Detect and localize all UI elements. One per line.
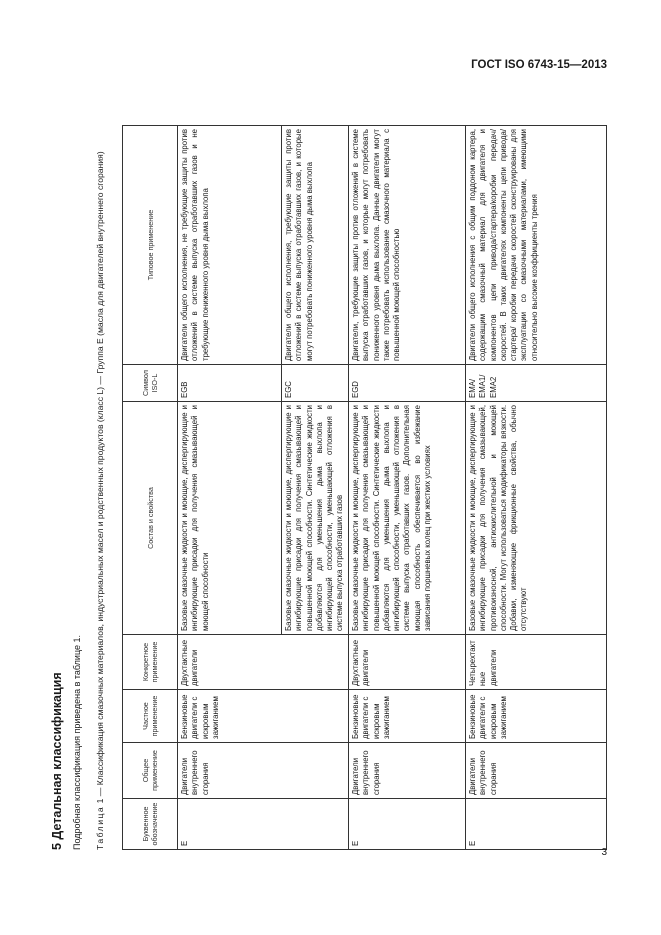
rotated-content [50,125,555,850]
cell-typical: Двигатели общего исполнения с общим поддоном картера, содержащим смазочный материал для двигателя и компонентов цепи привода/стартера/коробки передач/ скоростей. В таких двигателях компоненты цепи привода/стартера/ коробки передачи скоростей сконструированы для эксплуатации со смазочными материалами, имеющими относительно высокие коэффициенты трения [466,126,607,365]
cell-letter: E [466,799,607,850]
cell-particular: Бензиновые двигатели с искровым зажиганием [178,690,349,743]
cell-general: Двигатели внутреннего сгорания [466,743,607,799]
cell-symbol: EGC [282,365,349,402]
header-particular: Частное применение [123,690,178,743]
cell-particular: Бензиновые двигатели с искровым зажиганием [466,690,607,743]
header-typical: Типовое применение [123,126,178,365]
cell-composition: Базовые смазочные жидкости и моющие, диспергирующие и ингибирующие присадки для получения смазывающей, противоизносной, антиокислительной и моющей способности. Могут использоваться модификаторы вязкости. Добавки, изменяющие фрикционные свойства, обычно отсутствуют [466,402,607,635]
cell-composition: Базовые смазочные жидкости и моющие, диспергирующие и ингибирующие присадки для получения смазывающей и моющей способности [178,402,282,635]
cell-specific: Четырехтактные двигатели [466,635,607,690]
cell-composition: Базовые смазочные жидкости и моющие, диспергирующие и ингибирующие присадки для получения смазывающей и повышенной моющей способности. Синтетические жидкости добавляются для уменьшения дыма выхлопа и ингибирующей способности, уменьшающей отложения в системе выпуска отработавших газов. Дополнительная моющая способность обеспечивается во избежание зависания поршневых колец при жестких условиях [349,402,466,635]
header-general: Общее применение [123,743,178,799]
table-row [466,126,607,850]
cell-particular: Бензиновые двигатели с искровым зажиганием [349,690,466,743]
cell-typical: Двигатели общего исполнения, не требующие защиты против отложений в системе выпуска отработавших газов и не требующие пониженного уровня дыма выхлопа [178,126,282,365]
cell-specific: Двухтактные двигатели [178,635,349,690]
header-composition: Состав и свойства [123,402,178,635]
cell-typical: Двигатели, требующие защиты против отложений в системе выпуска отработавших газов, и которые могут потребовать пониженного уровня дыма выхлопа. Данные двигатели могут также потребовать использование смазочного материала с повышенной моющей способностью [349,126,466,365]
header-letter: Буквенное обозначение [123,799,178,850]
section-heading: 5 Детальная классификация [50,672,64,850]
classification-table [122,125,607,850]
cell-specific: Двухтактные двигатели [349,635,466,690]
cell-typical: Двигатели общего исполнения, требующие защиты против отложений в системе выпуска отработавших газов, и которые могут потребовать пониженного уровня дыма выхлопа [282,126,349,365]
cell-general: Двигатели внутреннего сгорания [349,743,466,799]
table-caption-label: Таблица [95,805,105,850]
cell-composition: Базовые смазочные жидкости и моющие, диспергирующие и ингибирующие присадки для получения смазывающей и повышенной моющей способности. Синтетические жидкости добавляются для уменьшения дыма выхлопа и ингибирующей способности, уменьшающей отложения в системе выпуска отработавших газов [282,402,349,635]
document-code: ГОСТ ISO 6743-15—2013 [471,59,607,71]
section-intro: Подробная классификация приведена в таблице 1. [72,634,82,850]
table-caption [94,128,106,850]
table-row [349,126,466,850]
cell-letter: E [178,799,349,850]
cell-symbol: EGD [349,365,466,402]
cell-general: Двигатели внутреннего сгорания [178,743,349,799]
page-number: 3 [601,847,607,858]
table-caption-text: 1 — Классификация смазочных материалов, индустриальных масел и родственных продуктов (класс L) — Группа E (масла для двигателей внутреннего сгорания) [95,151,105,806]
cell-symbol: EGB [178,365,282,402]
table-header-row [123,126,178,850]
table-row [178,126,282,850]
cell-letter: E [349,799,466,850]
header-symbol: Символ ISO-L [123,365,178,402]
cell-symbol: EMA/ EMA1/ EMA2 [466,365,607,402]
header-specific: Конкретное применение [123,635,178,690]
